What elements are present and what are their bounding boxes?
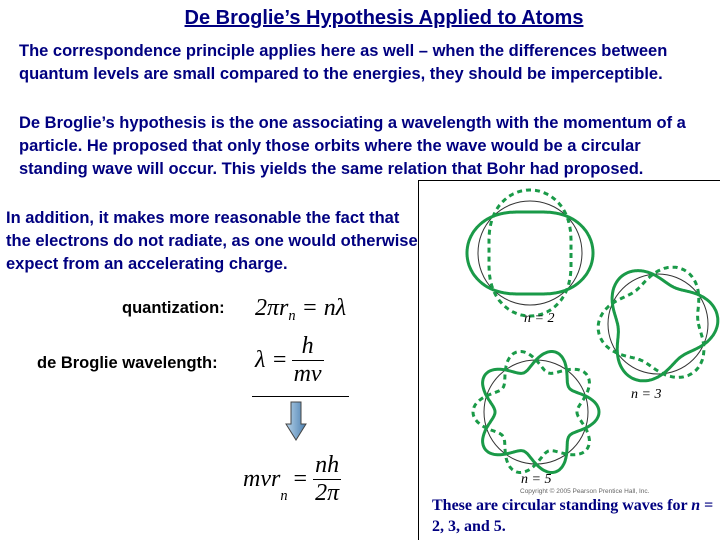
slide-title: De Broglie’s Hypothesis Applied to Atoms — [184, 7, 584, 29]
orbit-circle — [608, 274, 708, 374]
label-n5: n = 5 — [521, 472, 552, 487]
down-arrow-icon — [285, 400, 307, 442]
paragraph-de-broglie: De Broglie’s hypothesis is the one associating a wavelength with the momentum of a particle. He proposed that only those orbits where the wave would be a circular standing wave will occur. This yields the same relation that Bohr had proposed. — [19, 114, 686, 178]
standing-wave-solid — [467, 212, 593, 294]
wave-n5 — [473, 351, 599, 472]
orbit-circle — [484, 360, 588, 464]
figure-caption: These are circular standing waves for n = 2, 3, and 5. — [432, 497, 714, 535]
wave-n3 — [598, 267, 718, 381]
wave-n2 — [467, 190, 593, 316]
quantization-label: quantization: — [122, 299, 225, 317]
label-n2: n = 2 — [524, 311, 555, 326]
paragraph-correspondence: The correspondence principle applies here as well – when the differences between quantum levels are small compared to the energies, they should be imperceptible. — [19, 42, 668, 83]
standing-waves-figure — [418, 180, 720, 540]
copyright-notice: Copyright © 2005 Pearson Prentice Hall, Inc. — [520, 488, 650, 495]
paragraph-radiation: In addition, it makes more reasonable the fact that the electrons do not radiate, as one would otherwise expect from an accelerating charge. — [6, 209, 418, 273]
wavelength-equation: λ = $\frac{h}{mv}$ — [255, 333, 322, 387]
quantization-equation: $2\pi r_n = n\lambda$ — [255, 295, 347, 325]
standing-wave-dashed — [489, 190, 571, 316]
de-broglie-label: de Broglie wavelength: — [37, 354, 218, 372]
label-n3: n = 3 — [631, 387, 662, 402]
divider-line — [252, 396, 349, 397]
standing-waves-diagram — [418, 180, 720, 540]
result-equation: mvr n = $\frac{nh}{2\pi}$ — [243, 452, 340, 506]
